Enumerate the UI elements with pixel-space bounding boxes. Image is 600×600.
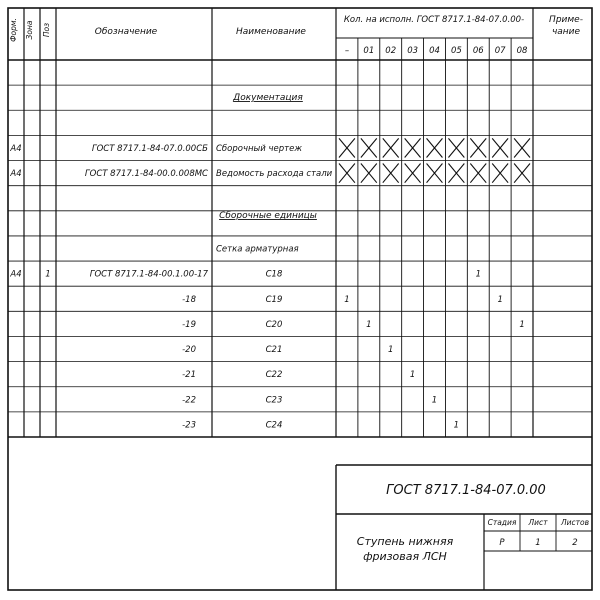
row-designation: -21 — [182, 370, 196, 381]
table-row — [182, 370, 415, 380]
stage-value: Р — [499, 538, 505, 548]
variant-header: 02 — [385, 46, 397, 56]
table-row — [182, 295, 503, 305]
cross-mark — [470, 164, 486, 183]
table-row — [9, 164, 530, 183]
cross-mark — [383, 164, 399, 183]
table-row — [9, 138, 530, 157]
cross-mark — [448, 164, 464, 183]
row-designation: ГОСТ 8717.1-84-00.0.008МС — [84, 169, 208, 180]
row-format: А4 — [10, 143, 22, 154]
row-pos: 1 — [45, 269, 51, 280]
cross-mark — [492, 164, 508, 183]
variant-header: 04 — [429, 46, 440, 56]
row-name: Ведомость расхода стали — [216, 169, 333, 180]
row-name: С22 — [265, 370, 283, 381]
cross-mark — [448, 138, 464, 157]
section-assembly-units: Сборочные единицы — [219, 211, 317, 221]
header-name: Наименование — [236, 27, 306, 37]
cross-mark — [405, 138, 421, 157]
quantity-mark: 1 — [453, 420, 460, 431]
header-zone: Зона — [25, 20, 34, 40]
cross-mark — [339, 138, 355, 157]
cross-mark — [383, 138, 399, 157]
row-designation: -23 — [182, 420, 196, 431]
row-designation: -20 — [182, 345, 196, 356]
header-note-line2: чание — [551, 27, 581, 37]
table-row — [182, 395, 437, 405]
row-name: С18 — [265, 269, 283, 280]
table-row — [182, 345, 393, 355]
quantity-mark: 1 — [431, 395, 438, 406]
variant-header: 01 — [363, 46, 375, 56]
row-designation: ГОСТ 8717.1-84-00.1.00-17 — [89, 269, 208, 280]
variant-header: 08 — [516, 46, 528, 56]
variant-header: 06 — [472, 46, 484, 56]
quantity-mark: 1 — [519, 319, 525, 330]
sheets-label: Листов — [560, 518, 590, 527]
row-designation: -19 — [182, 319, 196, 330]
sheets-value: 2 — [572, 538, 578, 548]
row-format: А4 — [10, 269, 22, 280]
cross-mark — [470, 138, 486, 157]
row-name: Сборочный чертеж — [216, 143, 302, 154]
row-name: С23 — [265, 395, 283, 406]
row-name: С21 — [265, 345, 283, 356]
quantity-mark: 1 — [344, 294, 350, 305]
cross-mark — [514, 138, 530, 157]
cross-mark — [405, 164, 421, 183]
cross-mark — [339, 164, 355, 183]
row-designation: -22 — [182, 395, 196, 406]
row-name: С20 — [265, 319, 283, 330]
cross-mark — [427, 164, 443, 183]
document-number: ГОСТ 8717.1-84-07.0.00 — [386, 483, 546, 498]
product-name-line1: Ступень нижняя — [356, 535, 454, 548]
variant-header: 03 — [407, 46, 419, 56]
variant-header: 05 — [450, 46, 462, 56]
header-format: Форм. — [9, 18, 18, 42]
row-format: А4 — [10, 169, 22, 180]
sheet-label: Лист — [528, 518, 548, 527]
variant-header: – — [344, 46, 350, 56]
table-row — [182, 420, 459, 430]
stage-label: Стадия — [487, 518, 517, 527]
quantity-mark: 1 — [497, 294, 503, 305]
row-name: Сетка арматурная — [216, 244, 299, 255]
table-row — [216, 245, 299, 255]
cross-mark — [361, 138, 377, 157]
quantity-mark: 1 — [388, 345, 394, 356]
variant-header: 07 — [494, 46, 506, 56]
cross-mark — [492, 138, 508, 157]
header-pos: Поз — [42, 22, 51, 38]
variant-headers — [345, 46, 528, 56]
table-row — [182, 320, 525, 330]
product-name-line2: фризовая ЛСН — [363, 550, 447, 563]
quantity-mark: 1 — [475, 269, 481, 280]
quantity-mark: 1 — [409, 370, 416, 381]
header-qty-caption: Кол. на исполн. ГОСТ 8717.1-84-07.0.00- — [343, 15, 525, 25]
row-name: С24 — [265, 420, 283, 431]
header-designation: Обозначение — [94, 27, 158, 37]
cross-mark — [361, 164, 377, 183]
row-designation: ГОСТ 8717.1-84-07.0.00СБ — [91, 143, 208, 154]
section-documentation: Документация — [233, 93, 303, 103]
table-row — [9, 270, 481, 280]
cross-mark — [427, 138, 443, 157]
row-name: С19 — [265, 294, 283, 305]
sheet-value: 1 — [535, 538, 541, 548]
cross-mark — [514, 164, 530, 183]
quantity-mark: 1 — [366, 319, 372, 330]
header-note-line1: Приме- — [549, 15, 583, 25]
row-designation: -18 — [182, 294, 196, 305]
